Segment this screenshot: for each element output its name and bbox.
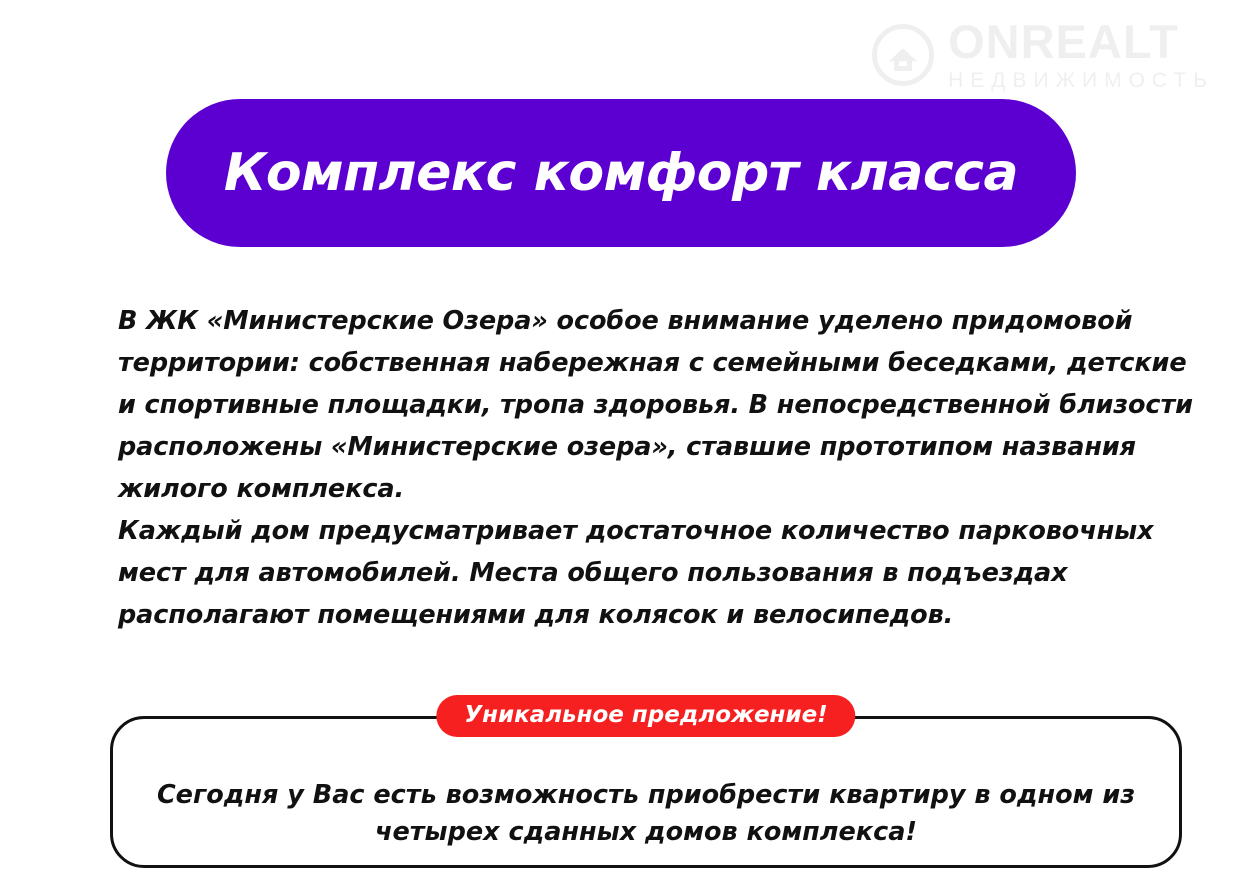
watermark [872,15,1214,92]
watermark-subtitle: НЕДВИЖИМОСТЬ [948,69,1214,92]
house-circle-icon [872,24,934,86]
heading-banner [166,99,1076,247]
status-badge: Уникальное предложение! [436,695,855,737]
offer-box [110,702,1182,868]
description-paragraph-2: Каждый дом предусматривает достаточное количество парковочных мест для автомобилей. Места общего пользования в подъездах располагают помещениями для колясок и велосипедов. [118,516,1154,630]
watermark-brand: ONREALT [948,15,1179,68]
description-block [118,300,1208,636]
watermark-text [948,15,1214,92]
page-title: Комплекс комфорт класса [223,143,1019,203]
description-paragraph-1: В ЖК «Министерские Озера» особое внимание уделено придомовой территории: собственная набережная с семейными беседками, детские и спортивные площадки, тропа здоровья. В непосредственной близости расположены «Министерские озера», ставшие прототипом названия жилого комплекса. [118,306,1193,504]
offer-text: Сегодня у Вас есть возможность приобрести квартиру в одном из четырех сданных домов комплекса! [156,780,1136,847]
